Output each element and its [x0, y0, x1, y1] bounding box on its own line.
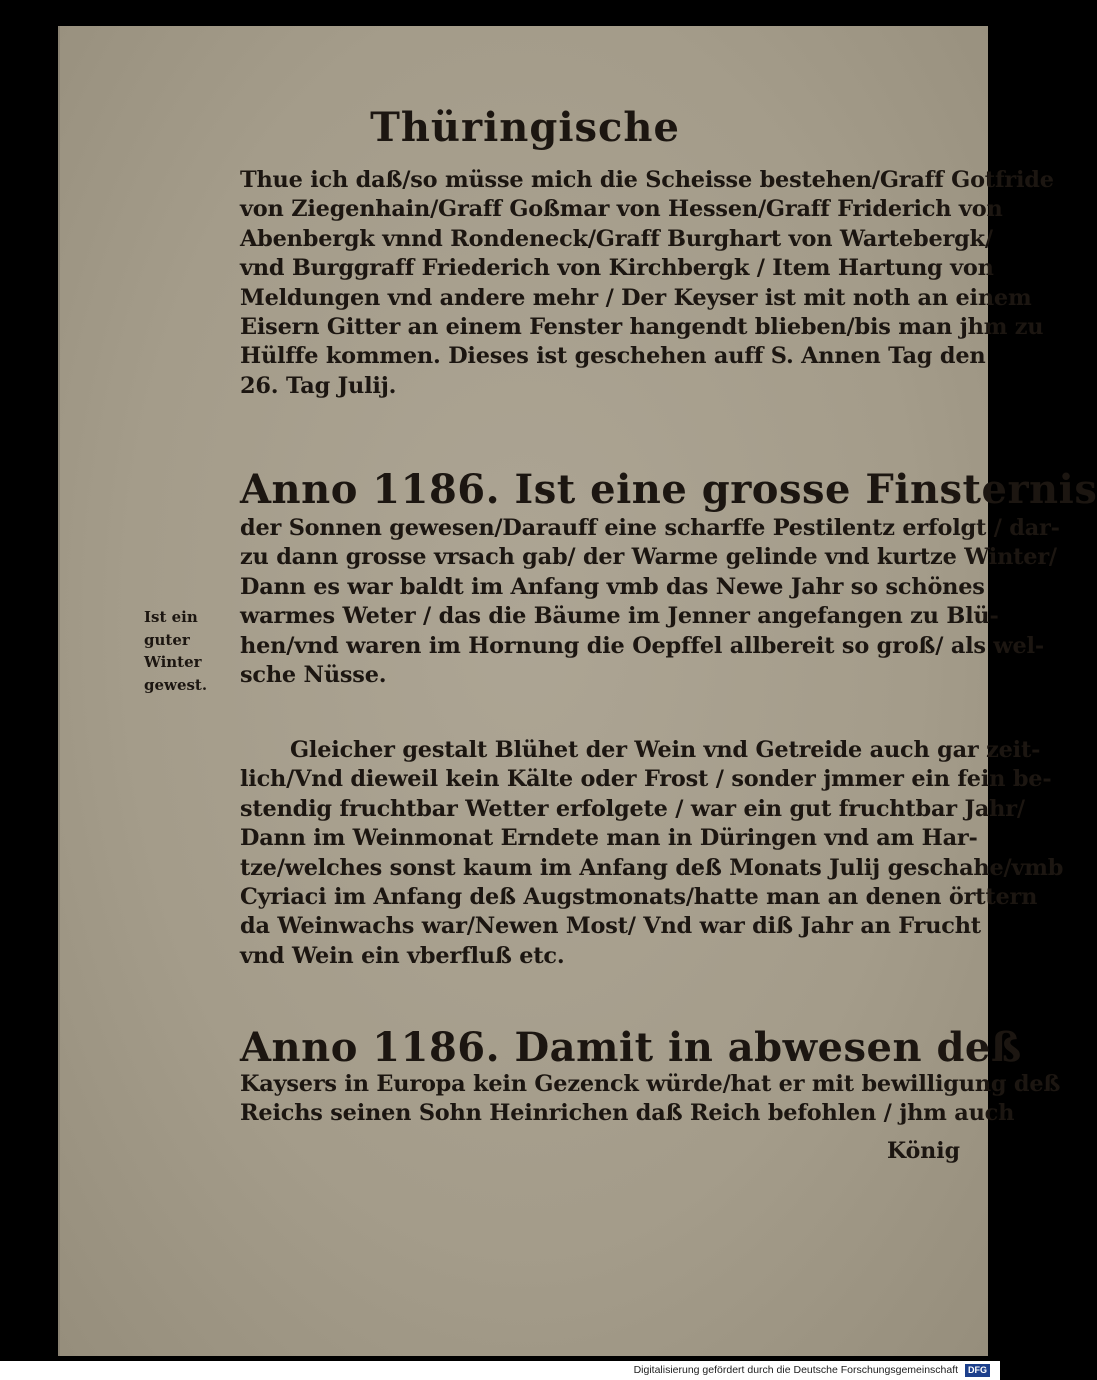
paragraph-2 — [240, 514, 1060, 690]
text-line: warmes Weter / das die Bäume im Jenner angefangen zu Blü- — [240, 603, 999, 630]
text-line: hen/vnd waren im Hornung die Oepffel allbereit so groß/ als wel- — [240, 632, 1044, 659]
text-line: vnd Wein ein vberfluß etc. — [240, 942, 565, 969]
section-heading-2: Anno 1186. Damit in abwesen deß — [240, 1024, 1022, 1071]
footer-credit: Digitalisierung gefördert durch die Deutsche Forschungsgemeinschaft — [633, 1364, 959, 1376]
text-line: stendig fruchtbar Wetter erfolgete / war ein gut fruchtbar Jahr/ — [240, 795, 1025, 822]
paragraph-1 — [240, 166, 1054, 401]
text-line: sche Nüsse. — [240, 661, 387, 688]
text-line: 26. Tag Julij. — [240, 372, 397, 399]
text-line: Dann im Weinmonat Erndete man in Düringen vnd am Har- — [240, 825, 978, 852]
text-line: der Sonnen gewesen/Darauff eine scharffe Pestilentz erfolgt / dar- — [240, 515, 1060, 541]
text-line: Hülffe kommen. Dieses ist geschehen auff S. Annen Tag den — [240, 343, 986, 370]
text-line: Gleicher gestalt Blühet der Wein vnd Getreide auch gar zeit- — [290, 737, 1041, 763]
paragraph-3 — [240, 736, 1064, 971]
text-line: tze/welches sonst kaum im Anfang deß Monats Julij geschahe/vmb — [240, 854, 1064, 881]
catchword: König — [886, 1138, 960, 1164]
text-line: Reichs seinen Sohn Heinrichen daß Reich befohlen / jhm auch — [240, 1100, 1015, 1127]
text-line: Cyriaci im Anfang deß Augstmonats/hatte man an denen örttern — [240, 883, 1038, 910]
margin-note-line: Winter — [144, 653, 202, 671]
margin-note-line: Ist ein — [144, 608, 198, 626]
text-line: Abenbergk vnnd Rondeneck/Graff Burghart von Wartebergk/ — [240, 225, 993, 252]
text-line: Eisern Gitter an einem Fenster hangendt blieben/bis man jhm zu — [240, 313, 1044, 340]
text-line: Meldungen vnd andere mehr / Der Keyser ist mit noth an einem — [240, 284, 1032, 311]
text-line: von Ziegenhain/Graff Goßmar von Hessen/Graff Friderich von — [240, 196, 1003, 223]
text-line: Dann es war baldt im Anfang vmb das Newe Jahr so schönes — [240, 573, 985, 600]
text-line: Kaysers in Europa kein Gezenck würde/hat er mit bewilligung deß — [240, 1071, 1061, 1097]
dfg-logo: DFG — [965, 1364, 990, 1377]
text-line: lich/Vnd dieweil kein Kälte oder Frost / sonder jmmer ein fein be- — [240, 766, 1052, 793]
footer-bar — [0, 1361, 1000, 1380]
text-line: vnd Burggraff Friederich von Kirchbergk / Item Hartung von — [240, 255, 994, 282]
margin-note-line: guter — [144, 630, 190, 649]
paragraph-4 — [240, 1070, 1061, 1129]
section-heading-1: Anno 1186. Ist eine grosse Finsternis — [240, 466, 1097, 513]
book-page — [58, 26, 1097, 1356]
text-line: da Weinwachs war/Newen Most/ Vnd war diß Jahr an Frucht — [240, 913, 981, 940]
running-header: Thüringische — [370, 104, 680, 151]
margin-note — [144, 606, 236, 696]
margin-note-line: gewest. — [144, 675, 208, 694]
text-line: Thue ich daß/so müsse mich die Scheisse bestehen/Graff Gotfride — [240, 167, 1054, 193]
text-line: zu dann grosse vrsach gab/ der Warme gelinde vnd kurtze Winter/ — [240, 544, 1057, 571]
